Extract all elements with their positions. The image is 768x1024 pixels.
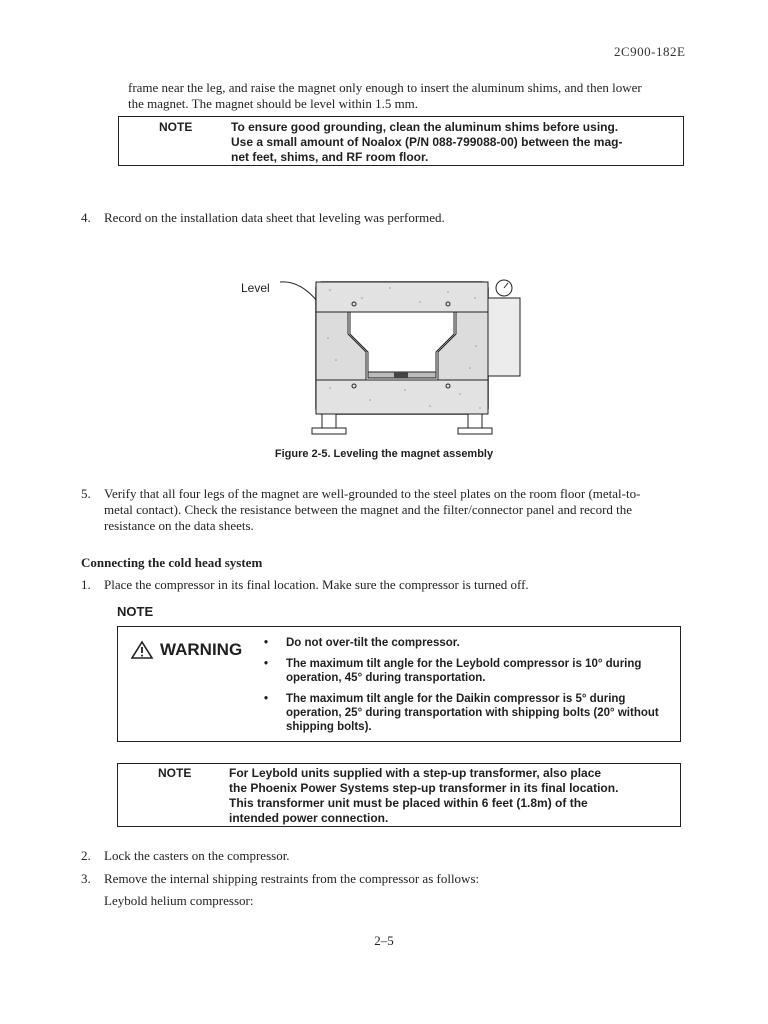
warning-triangle-icon <box>130 640 154 660</box>
note-line: Use a small amount of Noalox (P/N 088-799088-00) between the mag- <box>231 135 623 149</box>
step-line: metal contact). Check the resistance between the magnet and the filter/connector panel and record the <box>104 502 633 517</box>
step-text: Remove the internal shipping restraints from the compressor as follows: <box>104 871 480 886</box>
note-line: intended power connection. <box>229 811 389 825</box>
figure-caption: Figure 2-5. Leveling the magnet assembly <box>274 448 494 460</box>
note-line: net feet, shims, and RF room floor. <box>231 150 429 164</box>
step-line: resistance on the data sheets. <box>104 518 254 533</box>
warning-box <box>117 626 681 742</box>
intro-paragraph <box>128 80 688 112</box>
intro-line-1: frame near the leg, and raise the magnet only enough to insert the aluminum shims, and then lower <box>128 80 642 95</box>
note-box-transformer <box>117 763 681 827</box>
sub-step-text: Leybold helium compressor: <box>104 893 254 908</box>
warning-item-text: Do not over-tilt the compressor. <box>286 637 460 649</box>
warning-item-text: The maximum tilt angle for the Leybold compressor is 10° during operation, 45° during transportation. <box>286 658 642 684</box>
section-heading: Connecting the cold head system <box>81 555 263 570</box>
magnet-assembly-diagram <box>270 268 530 440</box>
bullet: • <box>264 637 269 649</box>
note-label: NOTE <box>159 120 193 134</box>
note-text <box>231 120 681 165</box>
step-text: Place the compressor in its final location. Make sure the compressor is turned off. <box>104 577 529 592</box>
warning-item-text: The maximum tilt angle for the Daikin compressor is 5° during operation, 25° during transportation with shipping bolts (20° without shipping bolts). <box>286 693 659 733</box>
step-number: 4. <box>81 210 91 225</box>
note-line: This transformer unit must be placed within 6 feet (1.8m) of the <box>229 796 588 810</box>
step-number: 1. <box>81 577 91 592</box>
note-line: the Phoenix Power Systems step-up transformer in its final location. <box>229 781 619 795</box>
step-number: 2. <box>81 848 91 863</box>
warning-label: WARNING <box>160 640 243 659</box>
level-label: Level <box>241 281 270 295</box>
note-label: NOTE <box>158 766 192 780</box>
warning-item <box>264 657 674 685</box>
intro-line-2: the magnet. The magnet should be level within 1.5 mm. <box>128 96 419 111</box>
step-text <box>104 486 684 534</box>
warning-item <box>264 636 674 650</box>
step-number: 3. <box>81 871 91 886</box>
document-id: 2C900-182E <box>614 44 686 59</box>
step-number: 5. <box>81 486 91 501</box>
warning-item <box>264 692 674 734</box>
page-number: 2–5 <box>374 933 394 948</box>
note-line: For Leybold units supplied with a step-up transformer, also place <box>229 766 602 780</box>
note-box-grounding <box>118 116 684 166</box>
note-text <box>229 766 679 826</box>
bullet: • <box>264 658 269 670</box>
step-line: Verify that all four legs of the magnet are well-grounded to the steel plates on the room floor (metal-to- <box>104 486 641 501</box>
note-line: To ensure good grounding, clean the aluminum shims before using. <box>231 120 619 134</box>
step-text: Record on the installation data sheet that leveling was performed. <box>104 210 445 225</box>
warning-title <box>130 640 242 660</box>
warning-list <box>264 636 674 741</box>
bullet: • <box>264 693 269 705</box>
step-text: Lock the casters on the compressor. <box>104 848 290 863</box>
note-heading: NOTE <box>117 604 154 619</box>
